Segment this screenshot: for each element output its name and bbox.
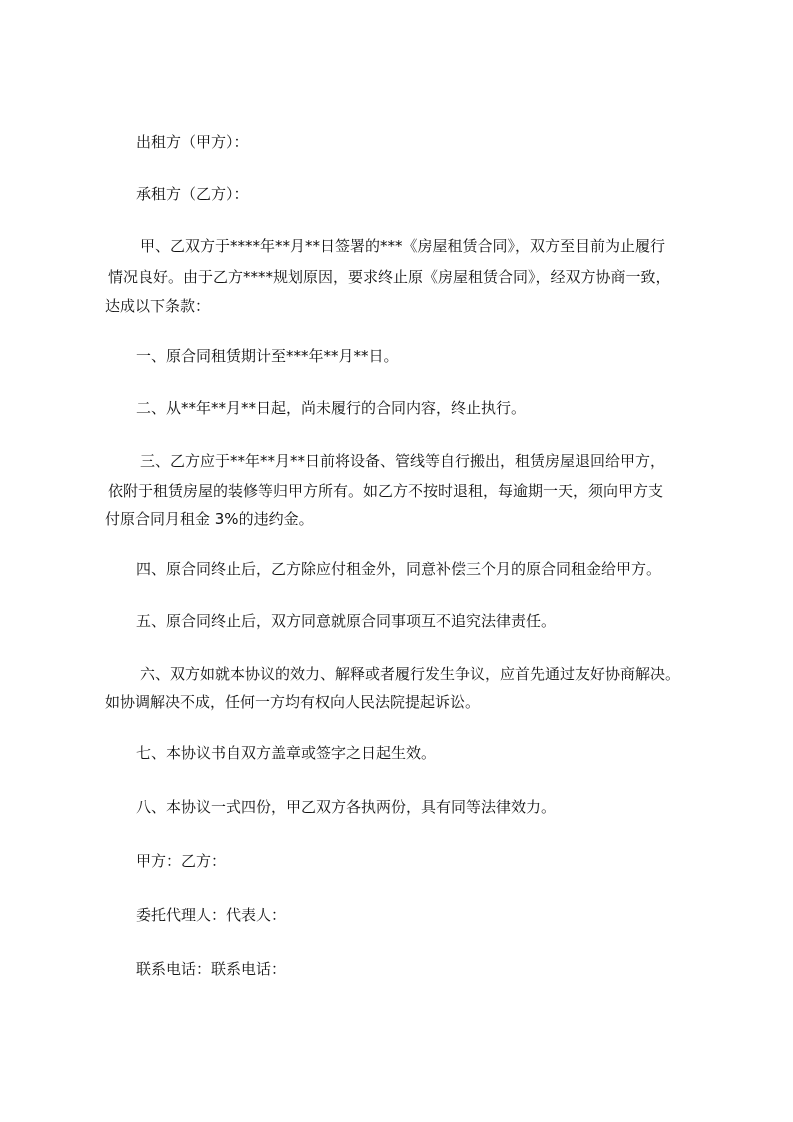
intro-line-1: 甲、乙双方于****年**月**日签署的***《房屋租赁合同》，双方至目前为止履行 — [140, 237, 666, 255]
lessee-line: 承租方（乙方）： — [136, 185, 249, 203]
sign-phones-line: 联系电话：联系电话： — [136, 960, 287, 978]
intro-line-2: 情况良好。由于乙方****规划原因，要求终止原《房屋租赁合同》，经双方协商一致， — [108, 268, 671, 286]
clause-7: 七、本协议书自双方盖章或签字之日起生效。 — [136, 744, 437, 762]
clause-3-line-1: 三、乙方应于**年**月**日前将设备、管线等自行搬出，租赁房屋退回给甲方， — [140, 452, 666, 470]
clause-4: 四、原合同终止后，乙方除应付租金外，同意补偿三个月的原合同租金给甲方。 — [136, 560, 662, 578]
clause-3-line-2: 依附于租赁房屋的装修等归甲方所有。如乙方不按时退租，每逾期一天，须向甲方支 — [108, 482, 664, 500]
sign-agents-line: 委托代理人：代表人： — [136, 906, 287, 924]
clause-6-line-1: 六、双方如就本协议的效力、解释或者履行发生争议，应首先通过友好协商解决。 — [140, 665, 681, 683]
clause-8: 八、本协议一式四份，甲乙双方各执两份，具有同等法律效力。 — [136, 798, 557, 816]
clause-6-line-2: 如协调解决不成，任何一方均有权向人民法院提起诉讼。 — [105, 693, 481, 711]
clause-5: 五、原合同终止后，双方同意就原合同事项互不追究法律责任。 — [136, 612, 557, 630]
clause-2: 二、从**年**月**日起，尚未履行的合同内容，终止执行。 — [136, 399, 527, 417]
intro-line-3: 达成以下条款： — [105, 297, 211, 315]
clause-1: 一、原合同租赁期计至***年**月**日。 — [136, 347, 399, 365]
sign-parties-line: 甲方：乙方： — [136, 852, 227, 870]
clause-3-line-3: 付原合同月租金 3%的违约金。 — [105, 510, 314, 528]
lessor-line: 出租方（甲方）： — [136, 133, 249, 151]
